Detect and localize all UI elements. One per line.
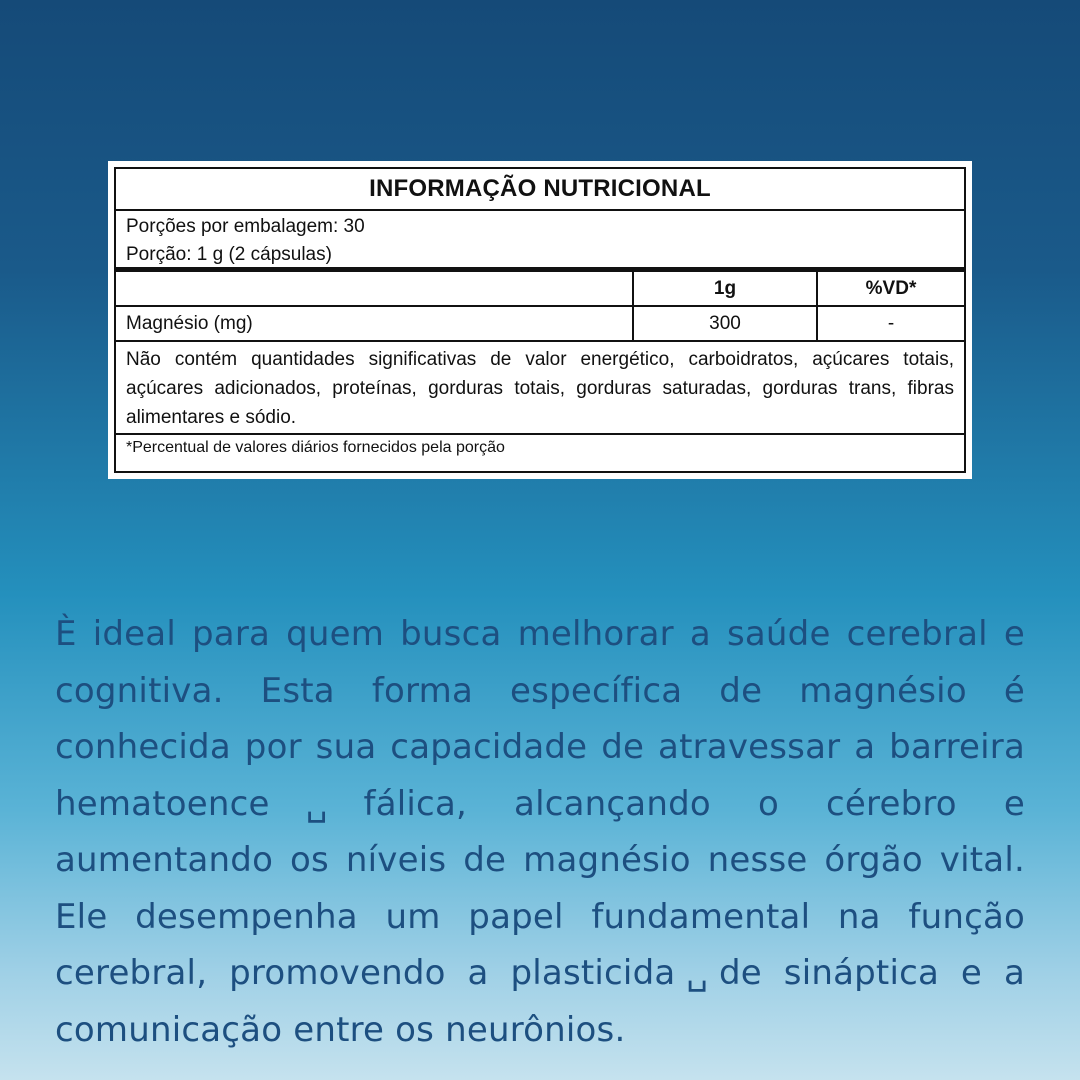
nutrient-dv: - — [887, 312, 895, 334]
header-cell-amount: 1g — [634, 272, 818, 305]
serving-info — [116, 211, 964, 272]
servings-per-package: Porções por embalagem: 30 — [126, 216, 365, 237]
nutrition-table — [114, 167, 966, 473]
nutrition-title: INFORMAÇÃO NUTRICIONAL — [116, 169, 964, 211]
nutrition-label-card — [108, 161, 972, 479]
serving-size: Porção: 1 g (2 cápsulas) — [126, 244, 332, 265]
nutrition-footnote: *Percentual de valores diários fornecidos pela porção — [126, 439, 505, 456]
nutrient-name: Magnésio (mg) — [116, 307, 634, 340]
description-paragraph: È ideal para quem busca melhorar a saúde cerebral e cognitiva. Esta forma específica de magnésio é conhecida por sua capacidade de atravessar a barreira hematoence␣fálica, alcançando o cérebro e aumentando os níveis de magnésio nesse órgão vital. Ele desempenha um papel fundamental na função cerebral, promovendo a plasticida␣de sináptica e a comunicação entre os neurônios. — [55, 614, 1025, 1050]
nutrition-note: Não contém quantidades significativas de valor energético, carboidratos, açúcares totais, açúcares adicionados, proteínas, gorduras totais, gorduras saturadas, gorduras trans, fibras alimentares e sódio. — [116, 342, 964, 435]
header-cell-name — [116, 272, 634, 305]
table-header-row — [116, 272, 964, 307]
nutrient-amount: 300 — [634, 307, 818, 340]
header-cell-dv: %VD* — [865, 277, 917, 299]
table-row — [116, 307, 964, 342]
